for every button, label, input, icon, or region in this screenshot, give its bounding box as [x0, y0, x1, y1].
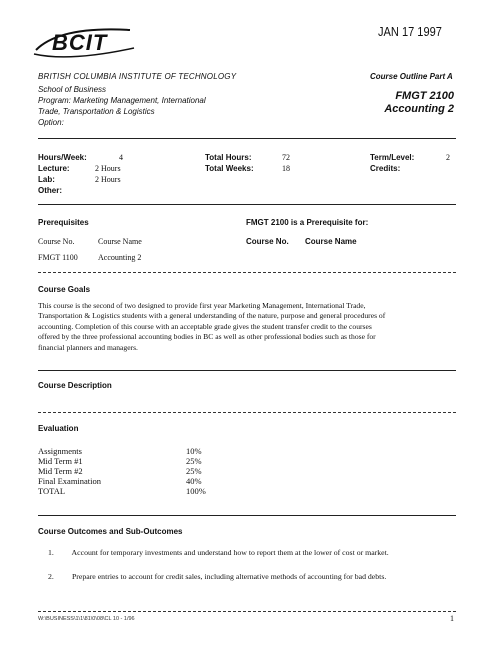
prereq-heading: Prerequisites: [38, 218, 89, 227]
divider: [38, 272, 456, 273]
outcome-number: 2.: [48, 572, 54, 581]
evaluation-weight: 25%: [186, 456, 202, 466]
evaluation-item: Final Examination: [38, 476, 102, 486]
date-stamp: JAN 17 1997: [378, 24, 442, 39]
evaluation-item: Mid Term #1: [38, 456, 83, 466]
goals-line: financial planners and managers.: [38, 342, 138, 352]
hours-week-value: 4: [119, 153, 123, 162]
goals-text: [38, 301, 463, 353]
term-label: Term/Level:: [370, 153, 415, 162]
evaluation-table: [38, 446, 226, 496]
outcome-item: [48, 548, 389, 557]
lecture-label: Lecture:: [38, 164, 70, 173]
total-hours-value: 72: [282, 153, 290, 162]
bcit-logo: [30, 18, 140, 64]
program-name: Program: Marketing Management, International: [38, 96, 206, 105]
evaluation-row: [38, 446, 226, 456]
prereq-for-col-name: Course Name: [305, 237, 357, 246]
outline-part: Course Outline Part A: [370, 72, 453, 81]
outcome-text: Account for temporary investments and understand how to report them at the lower of cost or market.: [71, 548, 389, 557]
institute-name: BRITISH COLUMBIA INSTITUTE OF TECHNOLOGY: [38, 72, 237, 81]
evaluation-row: [38, 456, 226, 466]
other-label: Other:: [38, 186, 62, 195]
goals-line: This course is the second of two designed to provide first year Marketing Management, International Trade,: [38, 301, 366, 310]
description-heading: Course Description: [38, 381, 112, 390]
evaluation-weight: 10%: [186, 446, 202, 456]
lab-label: Lab:: [38, 175, 55, 184]
hours-labels: [38, 152, 87, 196]
evaluation-weight: 100%: [186, 486, 206, 496]
goals-line: accounting. Completion of this course with an acceptable grade gives the student transfer credit to the courses: [38, 321, 372, 331]
divider: [38, 138, 456, 139]
footer-path: W:\BUSINESS\1\1\81\0\08\CL 10 - 1/96: [38, 616, 135, 622]
evaluation-weight: 40%: [186, 476, 202, 486]
prereq-row-name: Accounting 2: [98, 253, 142, 262]
evaluation-item: TOTAL: [38, 486, 66, 496]
prereq-col-name: Course Name: [98, 237, 142, 246]
program-block: [38, 84, 298, 128]
credits-label: Credits:: [370, 164, 401, 173]
page-number: 1: [450, 614, 454, 623]
logo-text: BCIT: [52, 30, 108, 55]
course-code: FMGT 2100: [395, 90, 454, 102]
prereq-col-no: Course No.: [38, 237, 75, 246]
outcome-item: [48, 572, 386, 581]
goals-line: offered by the three professional accounting bodies in BC as well as other professional bodies such as those for: [38, 332, 376, 342]
hours-week-label: Hours/Week:: [38, 153, 87, 162]
program-name-cont: Trade, Transportation & Logistics: [38, 107, 155, 116]
school-name: School of Business: [38, 85, 107, 94]
prereq-for-heading: FMGT 2100 is a Prerequisite for:: [246, 218, 369, 227]
evaluation-weight: 25%: [186, 466, 202, 476]
divider: [38, 370, 456, 371]
lecture-value: 2 Hours: [95, 164, 121, 173]
goals-line: Transportation & Logistics students with a general understanding of the nature, purpose and general procedures of: [38, 311, 386, 321]
total-weeks-label: Total Weeks:: [205, 164, 254, 173]
term-value: 2: [446, 153, 450, 162]
prereq-for-col-no: Course No.: [246, 237, 289, 246]
totals-labels: [205, 152, 254, 174]
evaluation-row: [38, 466, 226, 476]
evaluation-row: [38, 476, 226, 486]
outcomes-heading: Course Outcomes and Sub-Outcomes: [38, 527, 183, 536]
outcome-text: Prepare entries to account for credit sales, including alternative methods of accounting for bad debts.: [71, 572, 387, 581]
option-label: Option:: [38, 118, 64, 127]
term-labels: [370, 152, 414, 174]
total-hours-label: Total Hours:: [205, 153, 252, 162]
outcome-number: 1.: [48, 548, 54, 557]
evaluation-item: Mid Term #2: [38, 466, 83, 476]
totals-values: [282, 152, 290, 174]
divider: [38, 204, 456, 205]
hours-values: [95, 152, 123, 185]
divider: [38, 412, 456, 413]
evaluation-heading: Evaluation: [38, 424, 79, 433]
evaluation-item: Assignments: [38, 446, 82, 456]
prereq-row-no: FMGT 1100: [38, 253, 78, 262]
course-title: Accounting 2: [384, 103, 454, 115]
total-weeks-value: 18: [282, 164, 290, 173]
footer-divider: [38, 611, 456, 612]
evaluation-row: [38, 486, 226, 496]
lab-value: 2 Hours: [95, 175, 121, 184]
divider: [38, 515, 456, 516]
goals-heading: Course Goals: [38, 285, 91, 294]
